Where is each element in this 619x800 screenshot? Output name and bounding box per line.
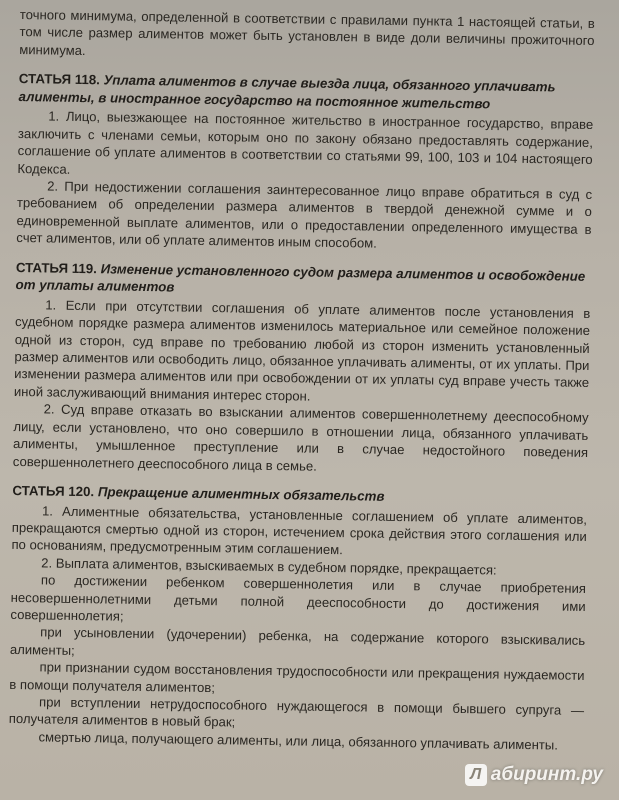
article-120-item-death: смертью лица, получающего алименты, или лица, обязанного уплачивать алименты. <box>38 729 559 753</box>
article-120-label: СТАТЬЯ 120. <box>12 482 95 500</box>
article-120 <box>8 482 587 754</box>
article-120-item-adoption: при усыновлении (удочерении) ребенка, на содержание которого взыскивались алименты; <box>9 624 586 658</box>
article-118 <box>16 70 594 255</box>
watermark-text: абиринт.ру <box>490 764 603 785</box>
top-fragment-paragraph: точного минимума, определенной в соответствии с правилами пункта 1 настоящей статьи, в том числе размер алиментов может быть установлен в виде доли величины прожиточного минимума. <box>19 6 595 58</box>
text-column <box>8 6 595 754</box>
article-119-label: СТАТЬЯ 119. <box>15 259 98 276</box>
article-119-paragraph-2: 2. Суд вправе отказать во взыскании алиментов совершеннолетнему дееспособному лицу, если установлено, что оно совершило в отношении лица, обязанного уплачивать алименты, умышленное преступление или в случае недостойного поведения совершеннолетнего дееспособного лица в семье. <box>12 401 589 474</box>
article-119-title: Изменение установленного судом размера алиментов и освобождение от уплаты алиментов <box>15 260 586 295</box>
article-118-paragraph-1: 1. Лицо, выезжающее на постоянное жительство в иностранное государство, вправе заключить с членами семьи, которым оно по закону обязано предоставлять содержание, соглашение об уплате алиментов в соответствии со статьями 99, 100, 103 и 104 настоящего Кодекса. <box>17 108 594 177</box>
article-120-title: Прекращение алиментных обязательств <box>97 484 385 504</box>
article-118-paragraph-2: 2. При недостижении соглашения заинтересованное лицо вправе обратиться в суд с требованием об определении размера алиментов в твердой денежной сумме и о единовременной выплате алиментов, или о предоставлении определенного имущества в счет алиментов, или об уплате алиментов иным способом. <box>16 178 593 251</box>
labirint-logo-icon: Л <box>465 764 487 786</box>
article-118-label: СТАТЬЯ 118. <box>18 71 101 88</box>
article-120-item-remarriage: при вступлении нетрудоспособного нуждающегося в помощи бывшего супруга — получателя алиментов в новый брак; <box>8 694 585 730</box>
article-120-item-recovery: при признании судом восстановления трудоспособности или прекращения нуждаемости в помощи получателя алиментов; <box>9 659 585 695</box>
article-120-paragraph-1: 1. Алиментные обязательства, установленные соглашением об уплате алиментов, прекращаются смертью одной из сторон, истечением срока действия этого соглашения или по основаниям, предусмотренным этим соглашением. <box>11 502 588 558</box>
article-118-title: Уплата алиментов в случае выезда лица, обязанного уплачивать алименты, в иностранное государство на постоянное жительство <box>18 72 556 112</box>
article-119 <box>13 259 591 479</box>
article-119-paragraph-1: 1. Если при отсутствии соглашения об уплате алиментов после установления в судебном порядке размера алиментов изменилось материальное или семейное положение одной из сторон, суд вправе по требованию любой из сторон изменить установленный размер алиментов или освободить лицо, обязанное уплачивать алименты, от их уплаты. При изменении размера алиментов или при освобождении от их уплаты суд вправе учесть также иной заслуживающий внимания интерес сторон. <box>13 297 591 404</box>
article-120-item-majority: по достижении ребенком совершеннолетия или в случае приобретения несовершеннолетними детьми полной дееспособности до достижения ими совершеннолетия; <box>10 572 587 624</box>
labirint-watermark <box>465 764 603 786</box>
article-120-paragraph-2: 2. Выплата алиментов, взыскиваемых в судебном порядке, прекращается: <box>41 555 497 578</box>
